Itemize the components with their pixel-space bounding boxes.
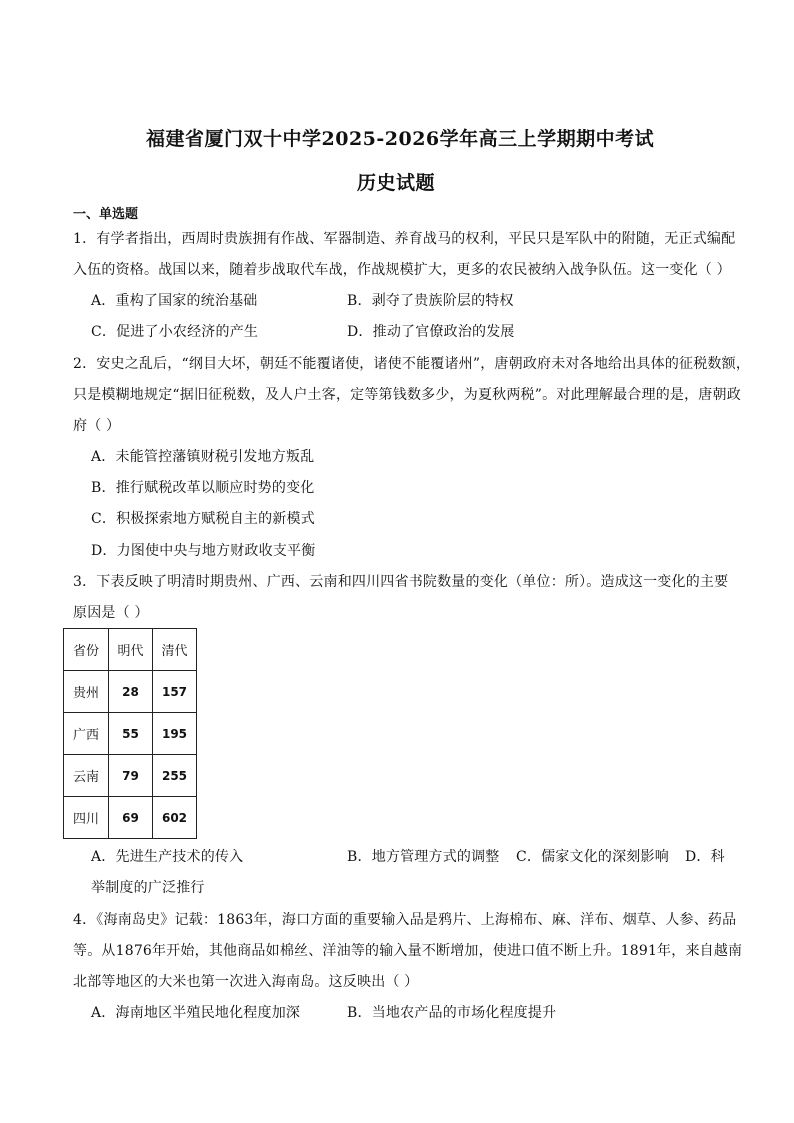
table-cell-province: 广西 (64, 713, 109, 755)
q3-option-c: C．儒家文化的深刻影响 (516, 849, 669, 865)
exam-subtitle: 历史试题 (357, 172, 436, 194)
table-row (64, 755, 197, 797)
q1-option-a: A．重构了国家的统治基础 (91, 293, 258, 309)
q1-option-c: C．促进了小农经济的产生 (91, 324, 259, 340)
q4-stem-line2: 等。从1876年开始，其他商品如棉丝、洋油等的输入量不断增加，使进口值不断上升。1891年，来自越南 (73, 943, 743, 959)
q4-stem-line3: 北部等地区的大米也第一次进入海南岛。这反映出（ ） (73, 974, 419, 990)
q1-option-b: B．剥夺了贵族阶层的特权 (347, 293, 514, 309)
table-cell-ming: 28 (109, 671, 153, 713)
section-heading: 一、单选题 (73, 207, 139, 222)
q4-stem-line1: 4．《海南岛史》记载：1863年，海口方面的重要输入品是鸦片、上海棉布、麻、洋布、烟草、人参、药品 (73, 912, 737, 928)
table-header-cell: 省份 (64, 629, 109, 671)
q3-stem-line2: 原因是（ ） (73, 605, 149, 621)
q2-stem-line2: 只是模糊地规定“据旧征税数，及人户土客，定等第钱数多少，为夏秋两税”。对此理解最合理的是，唐朝政 (73, 387, 741, 403)
q3-option-b: B．地方管理方式的调整 (347, 849, 500, 865)
table-cell-province: 四川 (64, 797, 109, 839)
table-row (64, 713, 197, 755)
q1-option-d: D．推动了官僚政治的发展 (347, 324, 515, 340)
q3-option-d: D．科 (685, 849, 725, 865)
table-header-row (64, 629, 197, 671)
table-row (64, 797, 197, 839)
q2-stem-line1: 2．安史之乱后，“纲目大坏，朝廷不能覆诸使，诸使不能覆诸州”，唐朝政府未对各地给出具体的征税数额， (73, 356, 751, 372)
table-header-cell: 清代 (153, 629, 197, 671)
table-row (64, 671, 197, 713)
table-cell-qing: 195 (153, 713, 197, 755)
q2-stem-line3: 府（ ） (73, 418, 121, 434)
table-cell-qing: 255 (153, 755, 197, 797)
q3-stem-line1: 3．下表反映了明清时期贵州、广西、云南和四川四省书院数量的变化（单位：所）。造成这一变化的主要 (73, 574, 729, 590)
q2-option-c: C．积极探索地方赋税自主的新模式 (91, 511, 315, 527)
table-cell-ming: 69 (109, 797, 153, 839)
q4-option-b: B．当地农产品的市场化程度提升 (347, 1005, 557, 1021)
table-cell-ming: 55 (109, 713, 153, 755)
table-cell-province: 贵州 (64, 671, 109, 713)
q2-option-b: B．推行赋税改革以顺应时势的变化 (91, 480, 315, 496)
q2-option-a: A．未能管控藩镇财税引发地方叛乱 (91, 449, 315, 465)
table-cell-qing: 602 (153, 797, 197, 839)
q1-stem-line2: 入伍的资格。战国以来，随着步战取代车战，作战规模扩大，更多的农民被纳入战争队伍。这一变化（ ） (73, 262, 731, 278)
q2-option-d: D．力图使中央与地方财政收支平衡 (91, 543, 316, 559)
q4-option-a: A．海南地区半殖民地化程度加深 (91, 1005, 301, 1021)
table-header-cell: 明代 (109, 629, 153, 671)
table-cell-province: 云南 (64, 755, 109, 797)
q1-stem-line1: 1．有学者指出，西周时贵族拥有作战、军器制造、养育战马的权利，平民只是军队中的附随，无正式编配 (73, 231, 736, 247)
academy-count-table (63, 628, 197, 839)
table-cell-qing: 157 (153, 671, 197, 713)
q3-option-d-continued: 举制度的广泛推行 (91, 880, 205, 896)
table-cell-ming: 79 (109, 755, 153, 797)
exam-title: 福建省厦门双十中学2025-2026学年高三上学期期中考试 (146, 128, 655, 150)
q3-option-a: A．先进生产技术的传入 (91, 849, 244, 865)
